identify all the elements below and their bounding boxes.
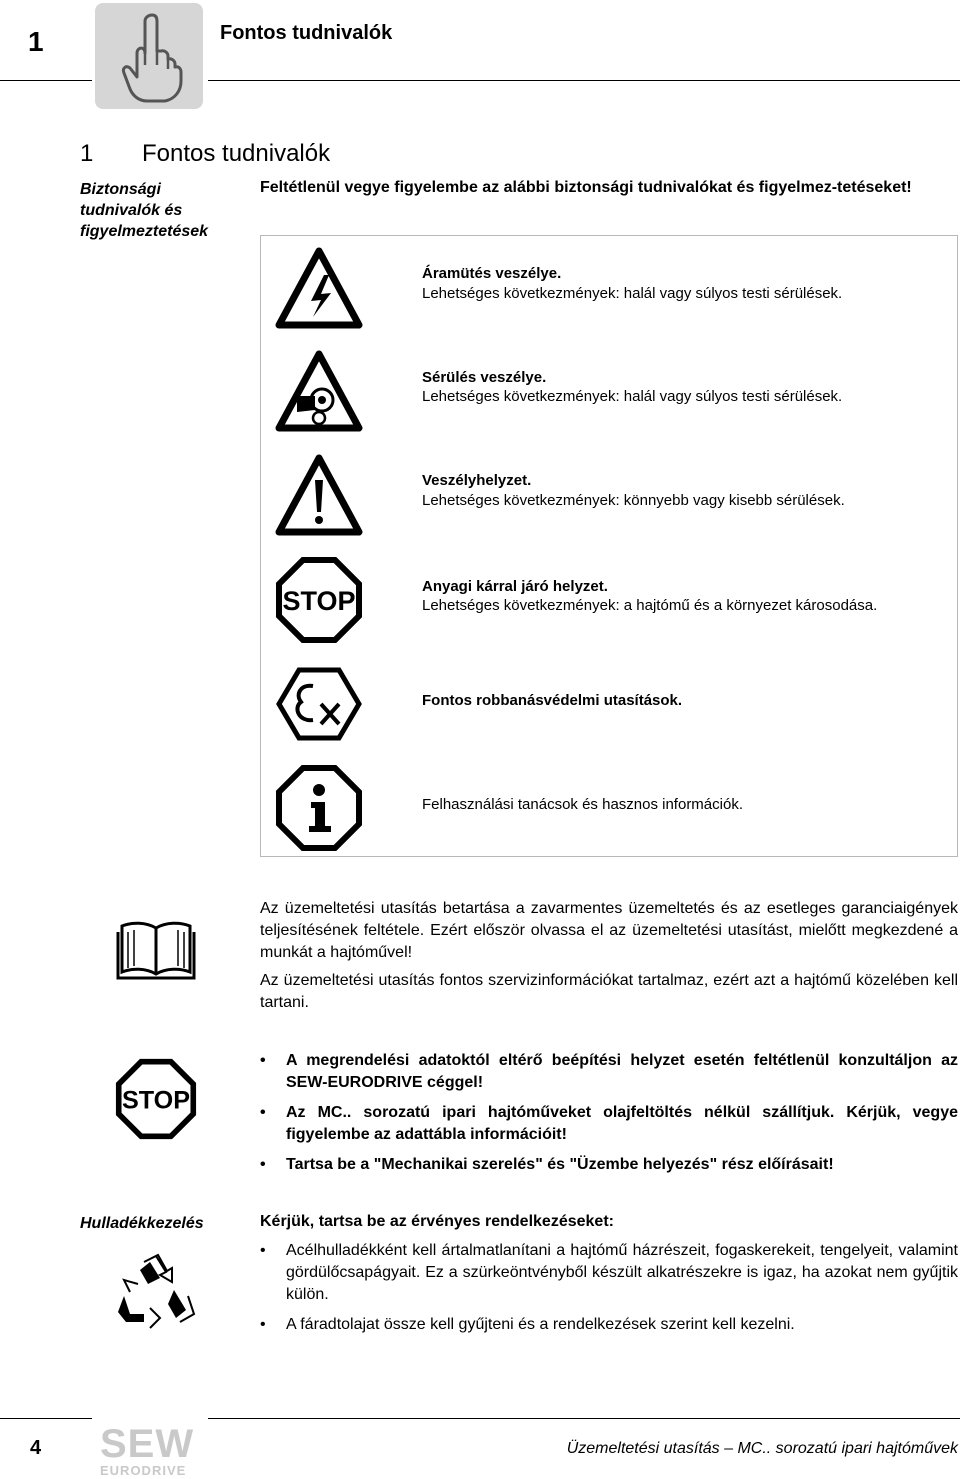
footer-rule-left [0, 1418, 92, 1419]
warning-title: Fontos robbanásvédelmi utasítások. [422, 692, 683, 709]
header-rule-left [0, 80, 92, 81]
warning-box [260, 235, 958, 857]
stop-icon [275, 556, 363, 644]
section-title-text: Fontos tudnivalók [142, 140, 331, 167]
warning-title: Sérülés veszélye. [422, 369, 547, 386]
safety-intro: Feltétlenül vegye figyelembe az alábbi biztonsági tudnivalókat és figyelmez-tetéseket! [260, 179, 912, 196]
sidehead-line: figyelmeztetések [80, 223, 209, 240]
disposal-intro: Kérjük, tartsa be az érvényes rendelkezéseket: [260, 1213, 614, 1230]
warning-desc: Lehetséges következmények: halál vagy súlyos testi sérülések. [422, 285, 843, 302]
stop-icon [115, 1058, 197, 1140]
sew-logo: SEW [100, 1422, 195, 1466]
warning-desc: Felhasználási tanácsok és hasznos információk. [422, 796, 743, 813]
header-title: Fontos tudnivalók [220, 22, 393, 44]
warning-title: Veszélyhelyzet. [422, 472, 532, 489]
safety-sidehead [80, 179, 208, 242]
warning-desc: Lehetséges következmények: a hajtómű és a környezet károsodása. [422, 597, 878, 614]
ex-explosion-icon [275, 662, 363, 750]
footer-doc-title: Üzemeltetési utasítás – MC.. sorozatú ipari hajtóművek [566, 1440, 958, 1457]
svg-text:STOP: STOP [122, 1086, 190, 1115]
warning-desc: Lehetséges következmények: könnyebb vagy kisebb sérülések. [422, 492, 845, 509]
list-item: • Az MC.. sorozatú ipari hajtóműveket olajfeltöltés nélkül szállítjuk. Kérjük, vegye figyelembe az adattábla információit! [260, 1102, 958, 1146]
exclamation-warning-icon [275, 452, 363, 540]
header-rule-right [208, 80, 960, 81]
list-item: • A fáradtolajat össze kell gyűjteni és a rendelkezések szerint kell kezelni. [260, 1314, 958, 1336]
pointing-hand-icon [95, 3, 203, 109]
disposal-list [260, 1240, 958, 1344]
eurodrive-logo-text: EURODRIVE [100, 1463, 187, 1478]
recycle-icon [114, 1252, 196, 1332]
page-number: 4 [30, 1437, 42, 1459]
manual-paragraph-1: Az üzemeltetési utasítás betartása a zavarmentes üzemeltetés és az esetleges garanciaigények teljesítésének feltétele. Ezért először olvassa el az üzemeltetési utasítást, mielőtt megkezdené a munkát a hajtóművel! [260, 900, 958, 961]
list-item: • Acélhulladékként kell ártalmatlanítani a hajtómű házrészeit, fogaskerekeit, tengelyeit, valamint gördülőcsapágyait. Ez a szürkeöntvényből készült alkatrészekre is igaz, ha azokat nem gyűjtik külön. [260, 1240, 958, 1306]
stop-notes-list [260, 1050, 958, 1184]
footer-rule-right [208, 1418, 960, 1419]
list-item: • A megrendelési adatoktól eltérő beépítési helyzet esetén feltétlenül konzultáljon az SEW-EURODRIVE céggel! [260, 1050, 958, 1094]
warning-title: Áramütés veszélye. [422, 265, 562, 282]
sidehead-line: Biztonsági [80, 181, 161, 198]
sidehead-line: tudnivalók és [80, 202, 183, 219]
electric-shock-icon [275, 245, 363, 333]
list-item: • Tartsa be a "Mechanikai szerelés" és "Üzembe helyezés" rész előírásait! [260, 1154, 958, 1176]
book-icon [116, 918, 196, 980]
svg-text:STOP: STOP [282, 586, 356, 616]
hand-injury-icon [275, 348, 363, 436]
chapter-number: 1 [28, 26, 44, 57]
section-title [80, 140, 330, 168]
disposal-sidehead: Hulladékkezelés [80, 1215, 204, 1232]
warning-desc: Lehetséges következmények: halál vagy súlyos testi sérülések. [422, 388, 843, 405]
section-number: 1 [80, 140, 94, 167]
warning-title: Anyagi kárral járó helyzet. [422, 578, 608, 595]
info-icon [275, 764, 363, 852]
manual-paragraph-2: Az üzemeltetési utasítás fontos szervizinformációkat tartalmaz, ezért azt a hajtómű közelében kell tartani. [260, 972, 958, 1011]
